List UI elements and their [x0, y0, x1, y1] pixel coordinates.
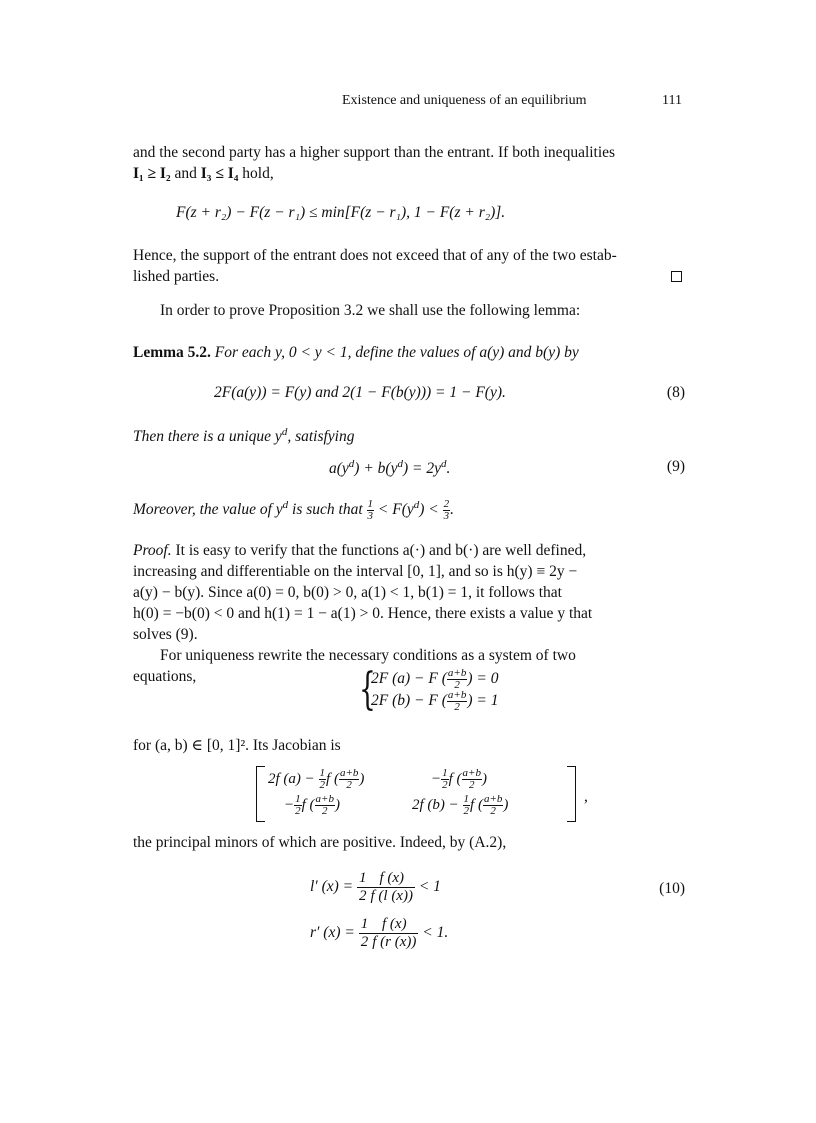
m12ab-num: a+b [462, 767, 481, 779]
m11a: 2f (a) − [268, 770, 319, 787]
frac1-num: 1 [367, 497, 374, 510]
moreover-ineq2: ) < [419, 501, 443, 518]
r-fx: f (x) [370, 916, 418, 934]
sys2-den: 2 [454, 701, 460, 713]
sys2-num: a+b [447, 689, 467, 701]
eq9-b: ) + b(y [354, 460, 398, 477]
para2-line1: Hence, the support of the entrant does not exceed that of any of the two estab- [133, 247, 617, 264]
and-text: and [170, 165, 201, 182]
r-lt: < 1. [418, 924, 449, 942]
sys1-frac [447, 668, 467, 691]
equation-10-number: (10) [659, 880, 685, 897]
m12h-num: 1 [442, 767, 448, 779]
moreover-text: Moreover, the value of y [133, 501, 283, 518]
sys1-num: a+b [447, 667, 467, 679]
l-half [357, 870, 369, 905]
m21ab-num: a+b [315, 793, 334, 805]
m11h-num: 1 [319, 767, 326, 779]
m22ab-num: a+b [483, 793, 503, 805]
matrix-trailing-comma: , [584, 788, 588, 805]
m21ab-den: 2 [322, 805, 328, 817]
right-bracket-icon [567, 766, 576, 822]
proof-label: Proof. [133, 542, 172, 559]
m12ab-den: 2 [469, 779, 475, 791]
then-end: , satisfying [287, 428, 355, 445]
m22a: 2f (b) − [412, 796, 463, 813]
m12-ab [462, 768, 482, 791]
m21b: f [301, 796, 310, 813]
m11-half [319, 768, 327, 791]
l-one: 1 [358, 870, 367, 886]
system-row-2: 2F (b) − F ( $\frac{a+b}{2}$ ) = 1 [371, 689, 499, 713]
l-ratio [368, 870, 414, 905]
minors-line: the principal minors of which are positive. Indeed, by (A.2), [133, 834, 507, 851]
matrix-cell-12: − $\frac{1}{2}$ f ( $\frac{a+b}{2}$ ) [431, 767, 487, 791]
m21-half [294, 794, 302, 817]
lemma-moreover [133, 495, 685, 522]
sys1-a: 2F (a) − F [371, 670, 442, 688]
inequality-2: I₃ ≤ I₄ [200, 165, 239, 182]
r-one: 1 [360, 916, 369, 932]
m11b: f [326, 770, 334, 787]
then-sup: d [281, 426, 288, 438]
sys1-den: 2 [454, 679, 460, 691]
eq9-sup2: d [397, 458, 403, 470]
frac2-num: 2 [443, 497, 450, 510]
system-row-1: 2F (a) − F ( $\frac{a+b}{2}$ ) = 0 [371, 667, 499, 691]
frac2-den: 3 [443, 509, 450, 522]
eq9-end: . [446, 460, 451, 477]
r-lhs: r′ (x) = [310, 924, 359, 942]
lemma-statement: For each y, 0 < y < 1, define the values of a(y) and b(y) by [214, 344, 579, 361]
sys2-frac [447, 690, 467, 713]
l-lt: < 1 [414, 878, 441, 896]
m11h-den: 2 [319, 779, 326, 791]
proof-line-4: h(0) = −b(0) < 0 and h(1) = 1 − a(1) > 0. Hence, there exists a value y that [133, 605, 593, 622]
equation-8: 2F(a(y)) = F(y) and 2(1 − F(b(y))) = 1 − F(y). [214, 384, 506, 401]
r-half [359, 916, 371, 951]
m22-ab [483, 794, 503, 817]
moreover-ineq: < F(y [374, 501, 414, 518]
m22h-den: 2 [463, 805, 470, 817]
fraction-one-third [367, 499, 375, 522]
qed-square-icon [671, 271, 682, 282]
proof-line-1 [133, 540, 685, 561]
running-title: Existence and uniqueness of an equilibrium [342, 93, 587, 108]
sys1-b: = 0 [472, 670, 499, 688]
l-fx: f (x) [368, 870, 414, 888]
m11ab-num: a+b [339, 767, 359, 779]
m12h-den: 2 [442, 779, 448, 791]
equation-10-r [310, 916, 448, 951]
uniqueness-line-1: For uniqueness rewrite the necessary conditions as a system of two [160, 647, 576, 664]
matrix-cell-22: 2f (b) − $\frac{1}{2}$ f ( $\frac{a+b}{2}$ ) [412, 793, 509, 817]
l-fl: f (l (x)) [370, 888, 413, 904]
m22ab-den: 2 [490, 805, 496, 817]
m11ab-den: 2 [346, 779, 352, 791]
uniqueness-line-2: equations, [133, 668, 197, 685]
sys2-a: 2F (b) − F [371, 692, 442, 710]
jacobian-intro: for (a, b) ∈ [0, 1]². Its Jacobian is [133, 737, 341, 754]
matrix-cell-21: − $\frac{1}{2}$ f ( $\frac{a+b}{2}$ ) [284, 793, 340, 817]
eq9-c: ) = 2y [402, 460, 441, 477]
left-brace-icon: { [359, 664, 376, 715]
m11-ab [339, 768, 359, 791]
m22h-num: 1 [463, 793, 470, 805]
jacobian-matrix [256, 766, 576, 820]
moreover-mid: is such that [288, 501, 367, 518]
moreover-sup: d [282, 499, 289, 511]
eq9-sup3: d [440, 458, 447, 470]
para1-line1: and the second party has a higher support than the entrant. If both inequalities [133, 144, 616, 161]
equation-9-number: (9) [666, 458, 685, 475]
page-number: 111 [662, 93, 682, 108]
m21h-num: 1 [295, 793, 301, 805]
para2-line2: lished parties. [133, 268, 220, 285]
moreover-period: . [450, 501, 454, 518]
r-fr: f (r (x)) [372, 934, 417, 950]
m22-half [463, 794, 471, 817]
fraction-two-thirds [443, 499, 451, 522]
paragraph-3: In order to prove Proposition 3.2 we shall use the following lemma: [160, 302, 581, 319]
paragraph-2 [133, 245, 685, 287]
eq9-a: a(y [329, 460, 349, 477]
paragraph-1 [133, 142, 685, 184]
m21a: − [284, 796, 295, 813]
left-bracket-icon [256, 766, 265, 822]
eq9-sup1: d [348, 458, 355, 470]
lemma-label: Lemma 5.2. [133, 344, 211, 361]
l-lhs: l′ (x) = [310, 878, 357, 896]
r-two: 2 [360, 934, 369, 950]
m21h-den: 2 [295, 805, 301, 817]
proof-line-2: increasing and differentiable on the interval [0, 1], and so is h(y) ≡ 2y − [133, 563, 578, 580]
equation-min: F(z + r₂) − F(z − r₁) ≤ min[F(z − r₁), 1 − F(z + r₂)]. [176, 204, 506, 221]
frac1-den: 3 [367, 509, 374, 522]
m12a: − [431, 770, 442, 787]
equation-8-number: (8) [666, 384, 685, 401]
m12b: f [448, 770, 457, 787]
proof-text-1: It is easy to verify that the functions a(·) and b(·) are well defined, [175, 542, 587, 559]
m21-ab [315, 794, 335, 817]
m12-half [441, 768, 449, 791]
running-head [342, 93, 682, 109]
then-text: Then there is a unique y [133, 428, 282, 445]
inequality-1: I₁ ≥ I₂ [133, 165, 171, 182]
lemma-heading [133, 342, 685, 363]
m22b: f [470, 796, 478, 813]
proof-line-5: solves (9). [133, 626, 198, 643]
proof-paragraph [133, 540, 685, 687]
equation-10-l [310, 870, 441, 905]
moreover-sup2: d [413, 499, 420, 511]
sys2-b: = 1 [472, 692, 499, 710]
hold-text: hold, [238, 165, 274, 182]
proof-line-3: a(y) − b(y). Since a(0) = 0, b(0) > 0, a(1) < 1, b(1) = 1, it follows that [133, 584, 562, 601]
l-two: 2 [358, 888, 367, 904]
r-ratio [370, 916, 418, 951]
matrix-cell-11: 2f (a) − $\frac{1}{2}$ f ( $\frac{a+b}{2}$ ) [268, 767, 365, 791]
equation-9 [329, 458, 450, 478]
lemma-then [133, 422, 685, 447]
para1-line2 [133, 163, 685, 184]
